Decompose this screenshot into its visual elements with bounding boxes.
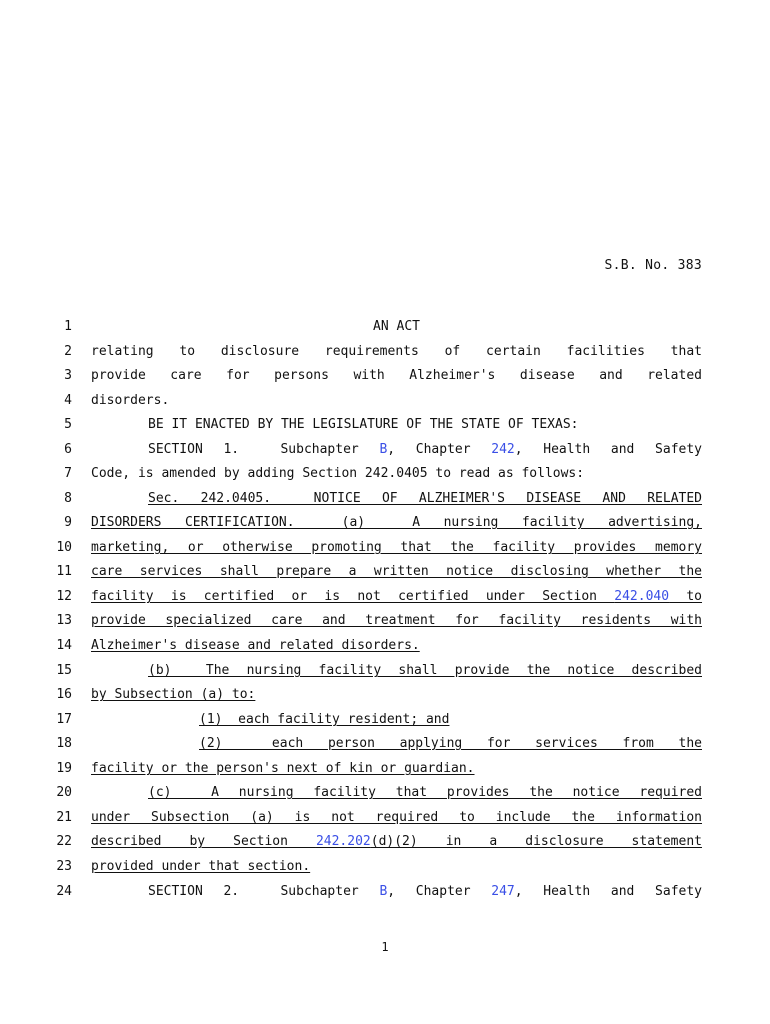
line-number: 2 [64, 344, 72, 359]
line-text-part: facility is certified or is not certified under Section [91, 589, 615, 604]
bill-line [0, 734, 770, 754]
page-number: 1 [381, 940, 389, 954]
line-text [91, 685, 702, 705]
line-number: 5 [64, 417, 72, 432]
line-number: 19 [56, 761, 72, 776]
line-text-part: SECTION 1. Subchapter [148, 442, 380, 457]
underlined-text: (b) The nursing facility shall provide the notice described [148, 663, 702, 678]
line-text [91, 661, 702, 681]
underlined-text: care services shall prepare a written notice disclosing whether the [91, 564, 702, 579]
underlined-text: by Subsection (a) to: [91, 687, 256, 702]
line-number: 1 [64, 319, 72, 334]
underlined-text [91, 832, 702, 852]
line-number: 13 [56, 613, 72, 628]
underlined-text: provide specialized care and treatment for facility residents with [91, 613, 702, 628]
line-number: 11 [56, 564, 72, 579]
bill-line [0, 759, 770, 779]
subchapter-link[interactable]: B [379, 884, 388, 899]
bill-line [0, 808, 770, 828]
line-number: 12 [56, 589, 72, 604]
bill-line [0, 710, 770, 730]
underlined-text: (c) A nursing facility that provides the notice required [148, 785, 702, 800]
line-number: 10 [56, 540, 72, 555]
line-number: 18 [56, 736, 72, 751]
bill-line [0, 832, 770, 852]
underlined-text: Sec. 242.0405. NOTICE OF ALZHEIMER'S DISEASE AND RELATED [148, 491, 702, 506]
bill-line [0, 513, 770, 533]
chapter-link[interactable]: 247 [491, 884, 515, 899]
line-number: 21 [56, 810, 72, 825]
line-text-part: described by Section [91, 834, 316, 849]
bill-line [0, 317, 770, 337]
line-text: relating to disclosure requirements of certain facilities that [91, 344, 702, 359]
bill-line [0, 440, 770, 460]
underlined-text: DISORDERS CERTIFICATION. (a) A nursing facility advertising, [91, 515, 702, 530]
line-text: disorders. [91, 393, 170, 408]
chapter-link[interactable]: 242 [491, 442, 515, 457]
line-text: Code, is amended by adding Section 242.0405 to read as follows: [91, 466, 585, 481]
underlined-text: facility or the person's next of kin or guardian. [91, 761, 475, 776]
bill-line [0, 857, 770, 877]
line-text: provide care for persons with Alzheimer's disease and related [91, 368, 702, 383]
line-number: 22 [56, 834, 72, 849]
underlined-text: (2) each person applying for services from the [199, 736, 702, 751]
section-link[interactable]: 242.202 [315, 834, 371, 849]
line-text [91, 489, 702, 509]
line-number: 3 [64, 368, 72, 383]
subchapter-link[interactable]: B [379, 442, 388, 457]
bill-line [0, 562, 770, 582]
line-text-part: , Health and Safety [514, 884, 702, 899]
line-number: 15 [56, 663, 72, 678]
bill-line [0, 636, 770, 656]
line-number: 24 [56, 884, 72, 899]
line-text [91, 857, 702, 877]
underlined-text: Alzheimer's disease and related disorders. [91, 638, 420, 653]
line-number: 20 [56, 785, 72, 800]
line-text-part: , Health and Safety [514, 442, 702, 457]
bill-line [0, 342, 770, 362]
line-text-part: SECTION 2. Subchapter [148, 884, 380, 899]
line-text [91, 636, 702, 656]
bill-line [0, 538, 770, 558]
bill-line [0, 587, 770, 607]
bill-line [0, 415, 770, 435]
section-link[interactable]: 242.040 [614, 589, 670, 604]
line-number: 9 [64, 515, 72, 530]
act-title: AN ACT [373, 319, 420, 334]
bill-line [0, 685, 770, 705]
bill-number: S.B. No. 383 [604, 258, 702, 273]
line-text-part: to [669, 589, 703, 604]
underlined-text: (1) each facility resident; and [199, 712, 450, 727]
line-text [91, 759, 702, 779]
line-number: 16 [56, 687, 72, 702]
line-text-part: (d)(2) in a disclosure statement [370, 834, 702, 849]
line-number: 7 [64, 466, 72, 481]
line-text-part: , Chapter [387, 442, 492, 457]
line-text [91, 440, 702, 460]
line-number: 14 [56, 638, 72, 653]
bill-line [0, 366, 770, 386]
line-number: 8 [64, 491, 72, 506]
line-number: 17 [56, 712, 72, 727]
bill-line [0, 882, 770, 902]
line-text [91, 783, 702, 803]
bill-line [0, 611, 770, 631]
line-text [91, 882, 702, 902]
enacting-clause: BE IT ENACTED BY THE LEGISLATURE OF THE STATE OF TEXAS: [148, 417, 579, 432]
line-number: 4 [64, 393, 72, 408]
line-text-part: , Chapter [387, 884, 492, 899]
bill-line [0, 391, 770, 411]
underlined-text: marketing, or otherwise promoting that the facility provides memory [91, 540, 702, 555]
bill-line [0, 489, 770, 509]
underlined-text [91, 587, 702, 607]
bill-line [0, 661, 770, 681]
underlined-text: under Subsection (a) is not required to include the information [91, 810, 702, 825]
line-number: 6 [64, 442, 72, 457]
line-number: 23 [56, 859, 72, 874]
line-text [91, 710, 702, 730]
bill-line [0, 464, 770, 484]
underlined-text: provided under that section. [91, 859, 311, 874]
bill-line [0, 783, 770, 803]
